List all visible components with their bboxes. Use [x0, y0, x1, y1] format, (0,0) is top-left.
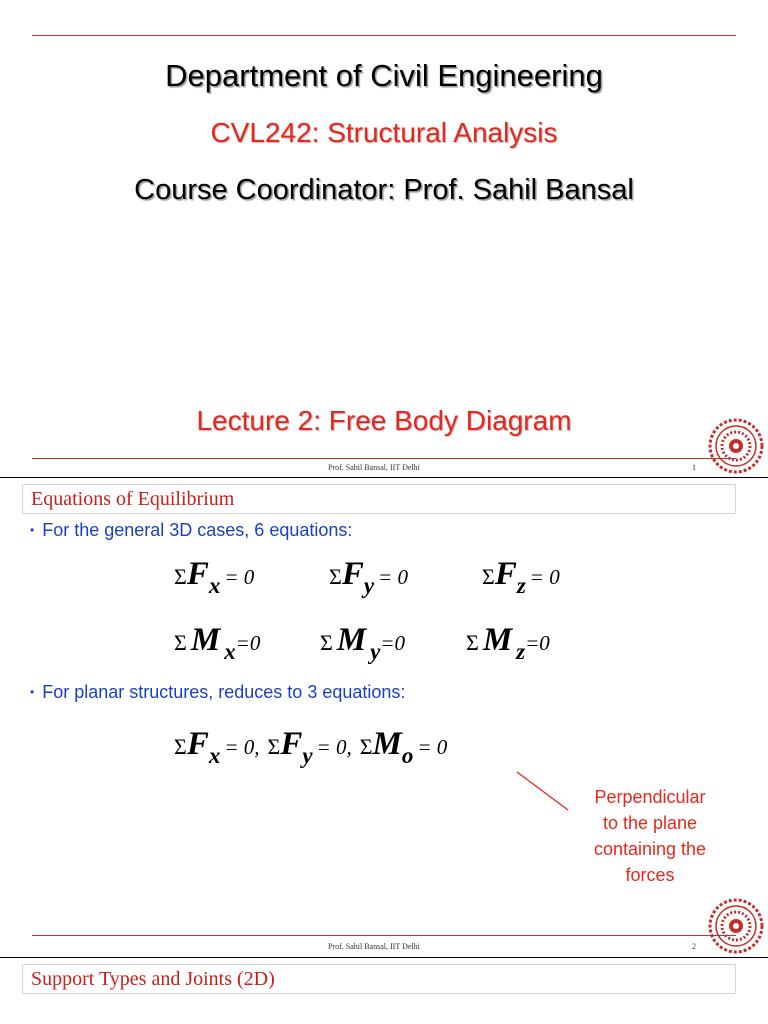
course-title — [0, 117, 768, 149]
footer-rule — [32, 935, 736, 936]
footer-rule — [32, 458, 736, 459]
lecture-title: Lecture 2: Free Body Diagram — [196, 405, 572, 436]
iit-delhi-logo-icon — [708, 418, 764, 479]
bullet-dot-icon: • — [30, 685, 35, 699]
equilibrium-slide — [0, 478, 768, 958]
top-rule — [32, 35, 736, 36]
perpendicular-note: Perpendicular to the plane containing the forces — [593, 787, 707, 885]
planar-equations: ΣFx = 0, ΣFy = 0, ΣMo = 0 — [174, 726, 448, 768]
equation-sum-my: Σ M y=0 — [320, 622, 406, 664]
equation-sum-fx: ΣFx = 0 — [174, 556, 255, 598]
slide-footer: Prof. Sahil Bansal, IIT Delhi — [328, 463, 420, 472]
equation-sum-fy: ΣFy = 0 — [329, 556, 408, 598]
course-coordinator: Course Coordinator: Prof. Sahil Bansal — [134, 174, 634, 206]
equation-sum-mz: Σ M z=0 — [466, 622, 550, 664]
bullet-planar: • For planar structures, reduces to 3 equations: — [30, 682, 406, 702]
department-title: Department of Civil Engineering — [165, 58, 603, 93]
page-number: 2 — [692, 942, 696, 951]
page-number: 1 — [692, 463, 696, 472]
support-types-slide — [0, 958, 768, 1024]
slide-heading: Support Types and Joints (2D) — [22, 964, 736, 994]
bullet-3d: • For the general 3D cases, 6 equations: — [30, 520, 353, 540]
equation-sum-mx: Σ M x=0 — [174, 622, 261, 664]
title-slide — [0, 0, 768, 478]
slide-heading: Equations of Equilibrium — [22, 484, 736, 514]
iit-delhi-logo-icon — [708, 898, 764, 959]
course-code: CVL242: Structural — [210, 117, 448, 148]
slide-footer: Prof. Sahil Bansal, IIT Delhi — [328, 942, 420, 951]
equation-sum-fz: ΣFz = 0 — [482, 556, 560, 598]
bullet-dot-icon: • — [30, 523, 35, 537]
course-subject: Analysis — [453, 117, 558, 148]
